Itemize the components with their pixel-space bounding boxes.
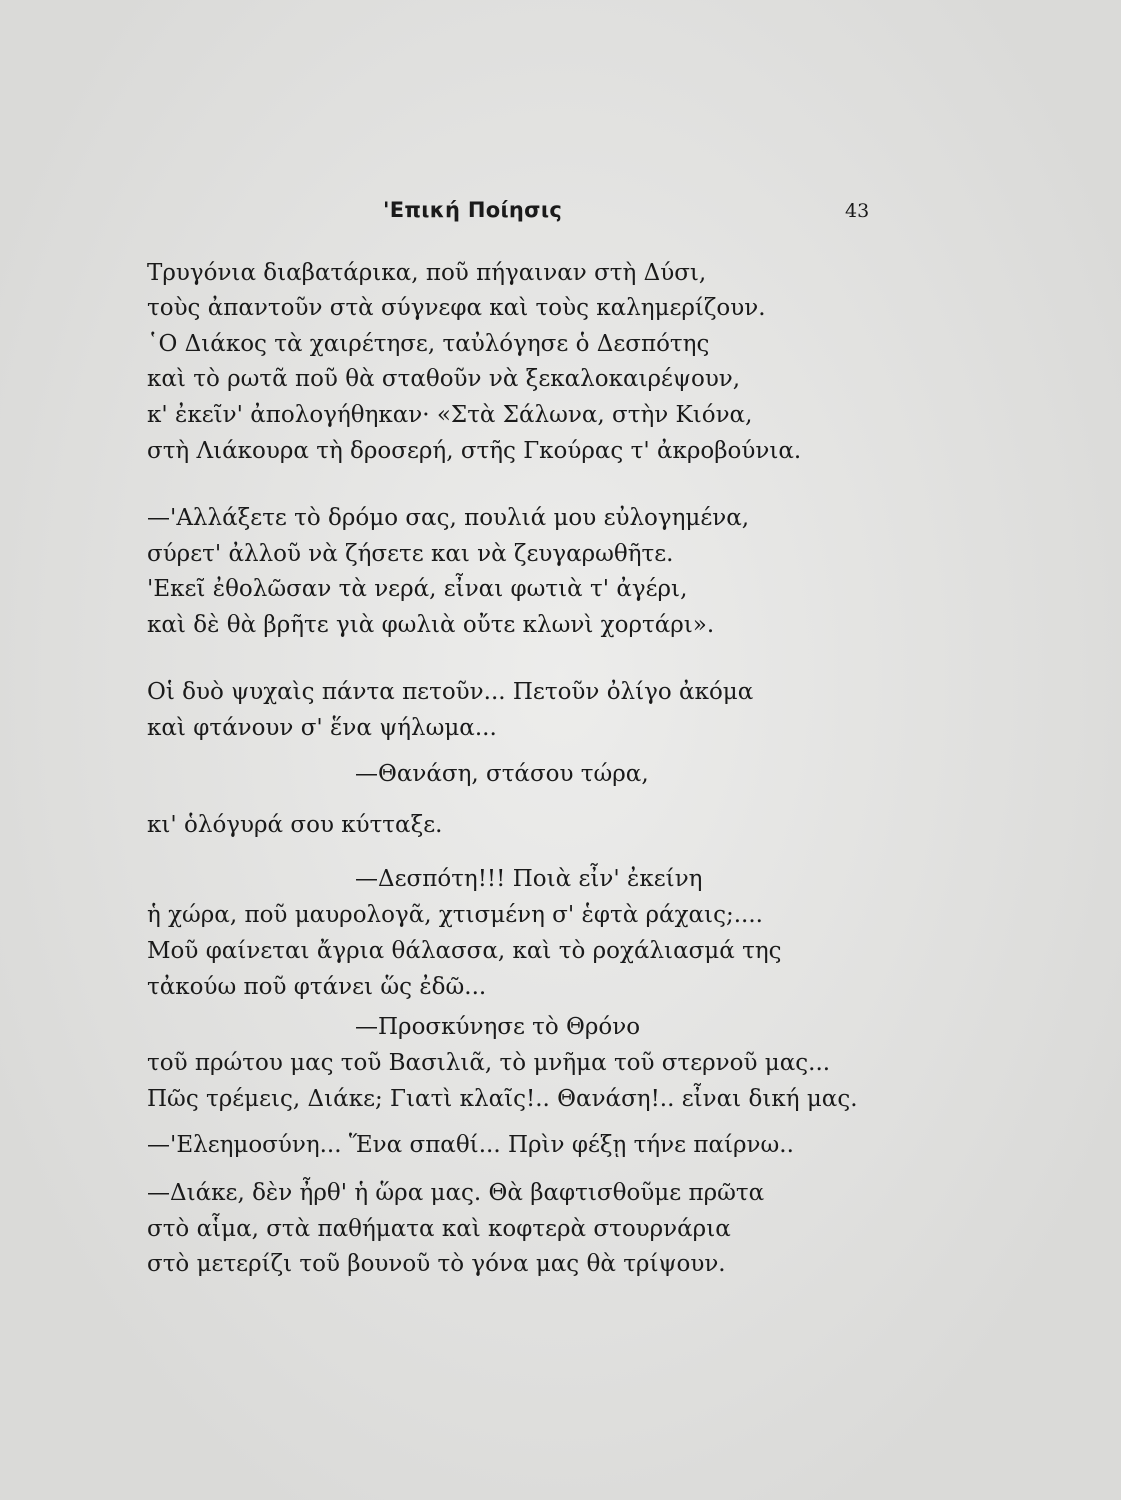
- poem-line: στὴ Λιάκουρα τὴ δροσερή, στῆς Γκούρας τ' ἀκροβούνια.: [147, 438, 802, 464]
- poem-line: ἡ χώρα, ποῦ μαυρολογᾶ, χτισμένη σ' ἑφτὰ ράχαις;....: [147, 902, 763, 928]
- poem-line: Μοῦ φαίνεται ἄγρια θάλασσα, καὶ τὸ ροχάλιασμά της: [147, 938, 782, 964]
- poem-line: τοὺς ἀπαντοῦν στὰ σύγνεφα καὶ τοὺς καλημερίζουν.: [147, 295, 766, 321]
- poem-line: —'Αλλάξετε τὸ δρόμο σας, πουλιά μου εὐλογημένα,: [147, 505, 750, 531]
- poem-line: καὶ τὸ ρωτᾶ ποῦ θὰ σταθοῦν νὰ ξεκαλοκαιρέψουν,: [147, 366, 741, 392]
- poem-line: —Διάκε, δὲν ἦρθ' ἡ ὥρα μας. Θὰ βαφτισθοῦμε πρῶτα: [147, 1180, 765, 1206]
- poem-line: στὸ αἷμα, στὰ παθήματα καὶ κοφτερὰ στουρνάρια: [147, 1216, 731, 1242]
- running-header-title: 'Επική Ποίησις: [383, 198, 563, 222]
- poem-line: —Θανάση, στάσου τώρα,: [355, 761, 649, 787]
- poem-line: —Προσκύνησε τὸ Θρόνο: [355, 1014, 641, 1040]
- poem-line: στὸ μετερίζι τοῦ βουνοῦ τὸ γόνα μας θὰ τρίψουν.: [147, 1251, 726, 1277]
- poem-line: Οἱ δυὸ ψυχαὶς πάντα πετοῦν... Πετοῦν ὀλίγο ἀκόμα: [147, 679, 754, 705]
- poem-line: Τρυγόνια διαβατάρικα, ποῦ πήγαιναν στὴ Δύσι,: [147, 260, 707, 286]
- poem-line: καὶ δὲ θὰ βρῆτε γιὰ φωλιὰ οὔτε κλωνὶ χορτάρι».: [147, 612, 715, 638]
- poem-line: 'Εκεῖ ἐθολῶσαν τὰ νερά, εἶναι φωτιὰ τ' ἀγέρι,: [147, 576, 688, 602]
- page-number: 43: [845, 200, 870, 222]
- poem-line: κι' ὁλόγυρά σου κύτταξε.: [147, 812, 443, 838]
- poem-line: σύρετ' ἀλλοῦ νὰ ζήσετε και νὰ ζευγαρωθῆτε.: [147, 541, 674, 567]
- poem-line: κ' ἐκεῖν' ἀπολογήθηκαν· «Στὰ Σάλωνα, στὴν Κιόνα,: [147, 402, 753, 428]
- poem-line: τοῦ πρώτου μας τοῦ Βασιλιᾶ, τὸ μνῆμα τοῦ στερνοῦ μας...: [147, 1050, 831, 1076]
- poem-line: καὶ φτάνουν σ' ἕνα ψήλωμα...: [147, 715, 497, 741]
- poem-line: —Δεσπότη!!! Ποιὰ εἶν' ἐκείνη: [355, 866, 703, 892]
- poem-line: Πῶς τρέμεις, Διάκε; Γιατὶ κλαῖς!.. Θανάση!.. εἶναι δική μας.: [147, 1086, 858, 1112]
- poem-line: —'Ελεημοσύνη... Ἕνα σπαθί... Πρὶν φέξῃ τήνε παίρνω..: [147, 1132, 794, 1158]
- poem-line: τἀκούω ποῦ φτάνει ὥς ἐδῶ...: [147, 974, 487, 1000]
- poem-line: ῾Ο Διάκος τὰ χαιρέτησε, ταὐλόγησε ὁ Δεσπότης: [147, 331, 710, 357]
